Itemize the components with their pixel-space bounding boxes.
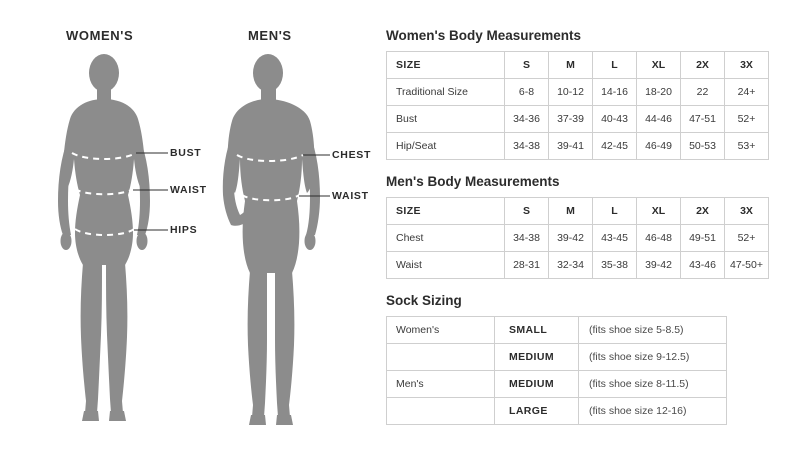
table-cell: 34-36 (505, 106, 549, 133)
table-row (387, 133, 769, 160)
table-row (387, 252, 769, 279)
sock-sizing-section (386, 293, 778, 425)
sock-size: LARGE (495, 398, 579, 425)
mens-figure-title: MEN'S (248, 28, 292, 43)
column-header: 2X (681, 198, 725, 225)
womens-figure-title: WOMEN'S (66, 28, 134, 43)
table-cell: 52+ (725, 106, 769, 133)
table-cell: 53+ (725, 133, 769, 160)
row-label (387, 344, 495, 371)
table-row (387, 371, 727, 398)
column-header: SIZE (387, 52, 505, 79)
column-header: 2X (681, 52, 725, 79)
table-cell: 40-43 (593, 106, 637, 133)
column-header: L (593, 198, 637, 225)
table-cell: 39-41 (549, 133, 593, 160)
sock-sizing-title: Sock Sizing (386, 293, 462, 308)
sock-shoe-range: (fits shoe size 5-8.5) (579, 317, 727, 344)
mens-label-waist: WAIST (332, 190, 369, 202)
sock-sizing-table (386, 316, 727, 425)
table-row (387, 317, 727, 344)
womens-label-bust: BUST (170, 147, 202, 159)
mens-label-chest: CHEST (332, 149, 372, 161)
sock-shoe-range: (fits shoe size 12-16) (579, 398, 727, 425)
row-label: Bust (387, 106, 505, 133)
table-cell: 34-38 (505, 225, 549, 252)
mens-figure-canvas (206, 49, 372, 439)
table-cell: 35-38 (593, 252, 637, 279)
table-cell: 28-31 (505, 252, 549, 279)
table-cell: 42-45 (593, 133, 637, 160)
table-cell: 47-50+ (725, 252, 769, 279)
table-cell: 18-20 (637, 79, 681, 106)
row-label: Traditional Size (387, 79, 505, 106)
tables-panel (386, 28, 778, 439)
column-header: XL (637, 52, 681, 79)
table-cell: 39-42 (637, 252, 681, 279)
table-cell: 47-51 (681, 106, 725, 133)
table-cell: 39-42 (549, 225, 593, 252)
table-cell: 52+ (725, 225, 769, 252)
table-cell: 43-45 (593, 225, 637, 252)
column-header: XL (637, 198, 681, 225)
column-header: 3X (725, 198, 769, 225)
table-row (387, 106, 769, 133)
column-header: 3X (725, 52, 769, 79)
table-cell: 46-49 (637, 133, 681, 160)
sock-shoe-range: (fits shoe size 8-11.5) (579, 371, 727, 398)
table-row (387, 398, 727, 425)
column-header: S (505, 52, 549, 79)
womens-body-title: Women's Body Measurements (386, 28, 582, 43)
mens-body-title: Men's Body Measurements (386, 174, 560, 189)
column-header: M (549, 52, 593, 79)
table-cell: 37-39 (549, 106, 593, 133)
sock-size: SMALL (495, 317, 579, 344)
table-header-row (387, 52, 769, 79)
womens-label-hips: HIPS (170, 224, 198, 236)
womens-figure-block (28, 28, 207, 439)
table-row (387, 344, 727, 371)
column-header: S (505, 198, 549, 225)
table-cell: 22 (681, 79, 725, 106)
row-label: Women's (387, 317, 495, 344)
mens-body-silhouette (206, 49, 366, 439)
column-header: M (549, 198, 593, 225)
table-row (387, 225, 769, 252)
womens-figure-canvas (28, 49, 207, 439)
table-cell: 43-46 (681, 252, 725, 279)
table-header-row (387, 198, 769, 225)
table-cell: 44-46 (637, 106, 681, 133)
row-label: Waist (387, 252, 505, 279)
column-header: L (593, 52, 637, 79)
table-cell: 49-51 (681, 225, 725, 252)
mens-figure-block (206, 28, 372, 439)
row-label: Hip/Seat (387, 133, 505, 160)
womens-body-silhouette (28, 49, 200, 439)
figures-panel (0, 0, 372, 474)
row-label: Chest (387, 225, 505, 252)
womens-body-table (386, 51, 769, 160)
table-cell: 24+ (725, 79, 769, 106)
mens-body-section (386, 174, 778, 279)
sock-size: MEDIUM (495, 344, 579, 371)
column-header: SIZE (387, 198, 505, 225)
table-cell: 46-48 (637, 225, 681, 252)
table-cell: 34-38 (505, 133, 549, 160)
table-cell: 14-16 (593, 79, 637, 106)
womens-body-section (386, 28, 778, 160)
table-cell: 50-53 (681, 133, 725, 160)
womens-label-waist: WAIST (170, 184, 207, 196)
table-cell: 10-12 (549, 79, 593, 106)
row-label: Men's (387, 371, 495, 398)
mens-body-table (386, 197, 769, 279)
table-row (387, 79, 769, 106)
table-cell: 32-34 (549, 252, 593, 279)
sock-size: MEDIUM (495, 371, 579, 398)
table-cell: 6-8 (505, 79, 549, 106)
row-label (387, 398, 495, 425)
sock-shoe-range: (fits shoe size 9-12.5) (579, 344, 727, 371)
